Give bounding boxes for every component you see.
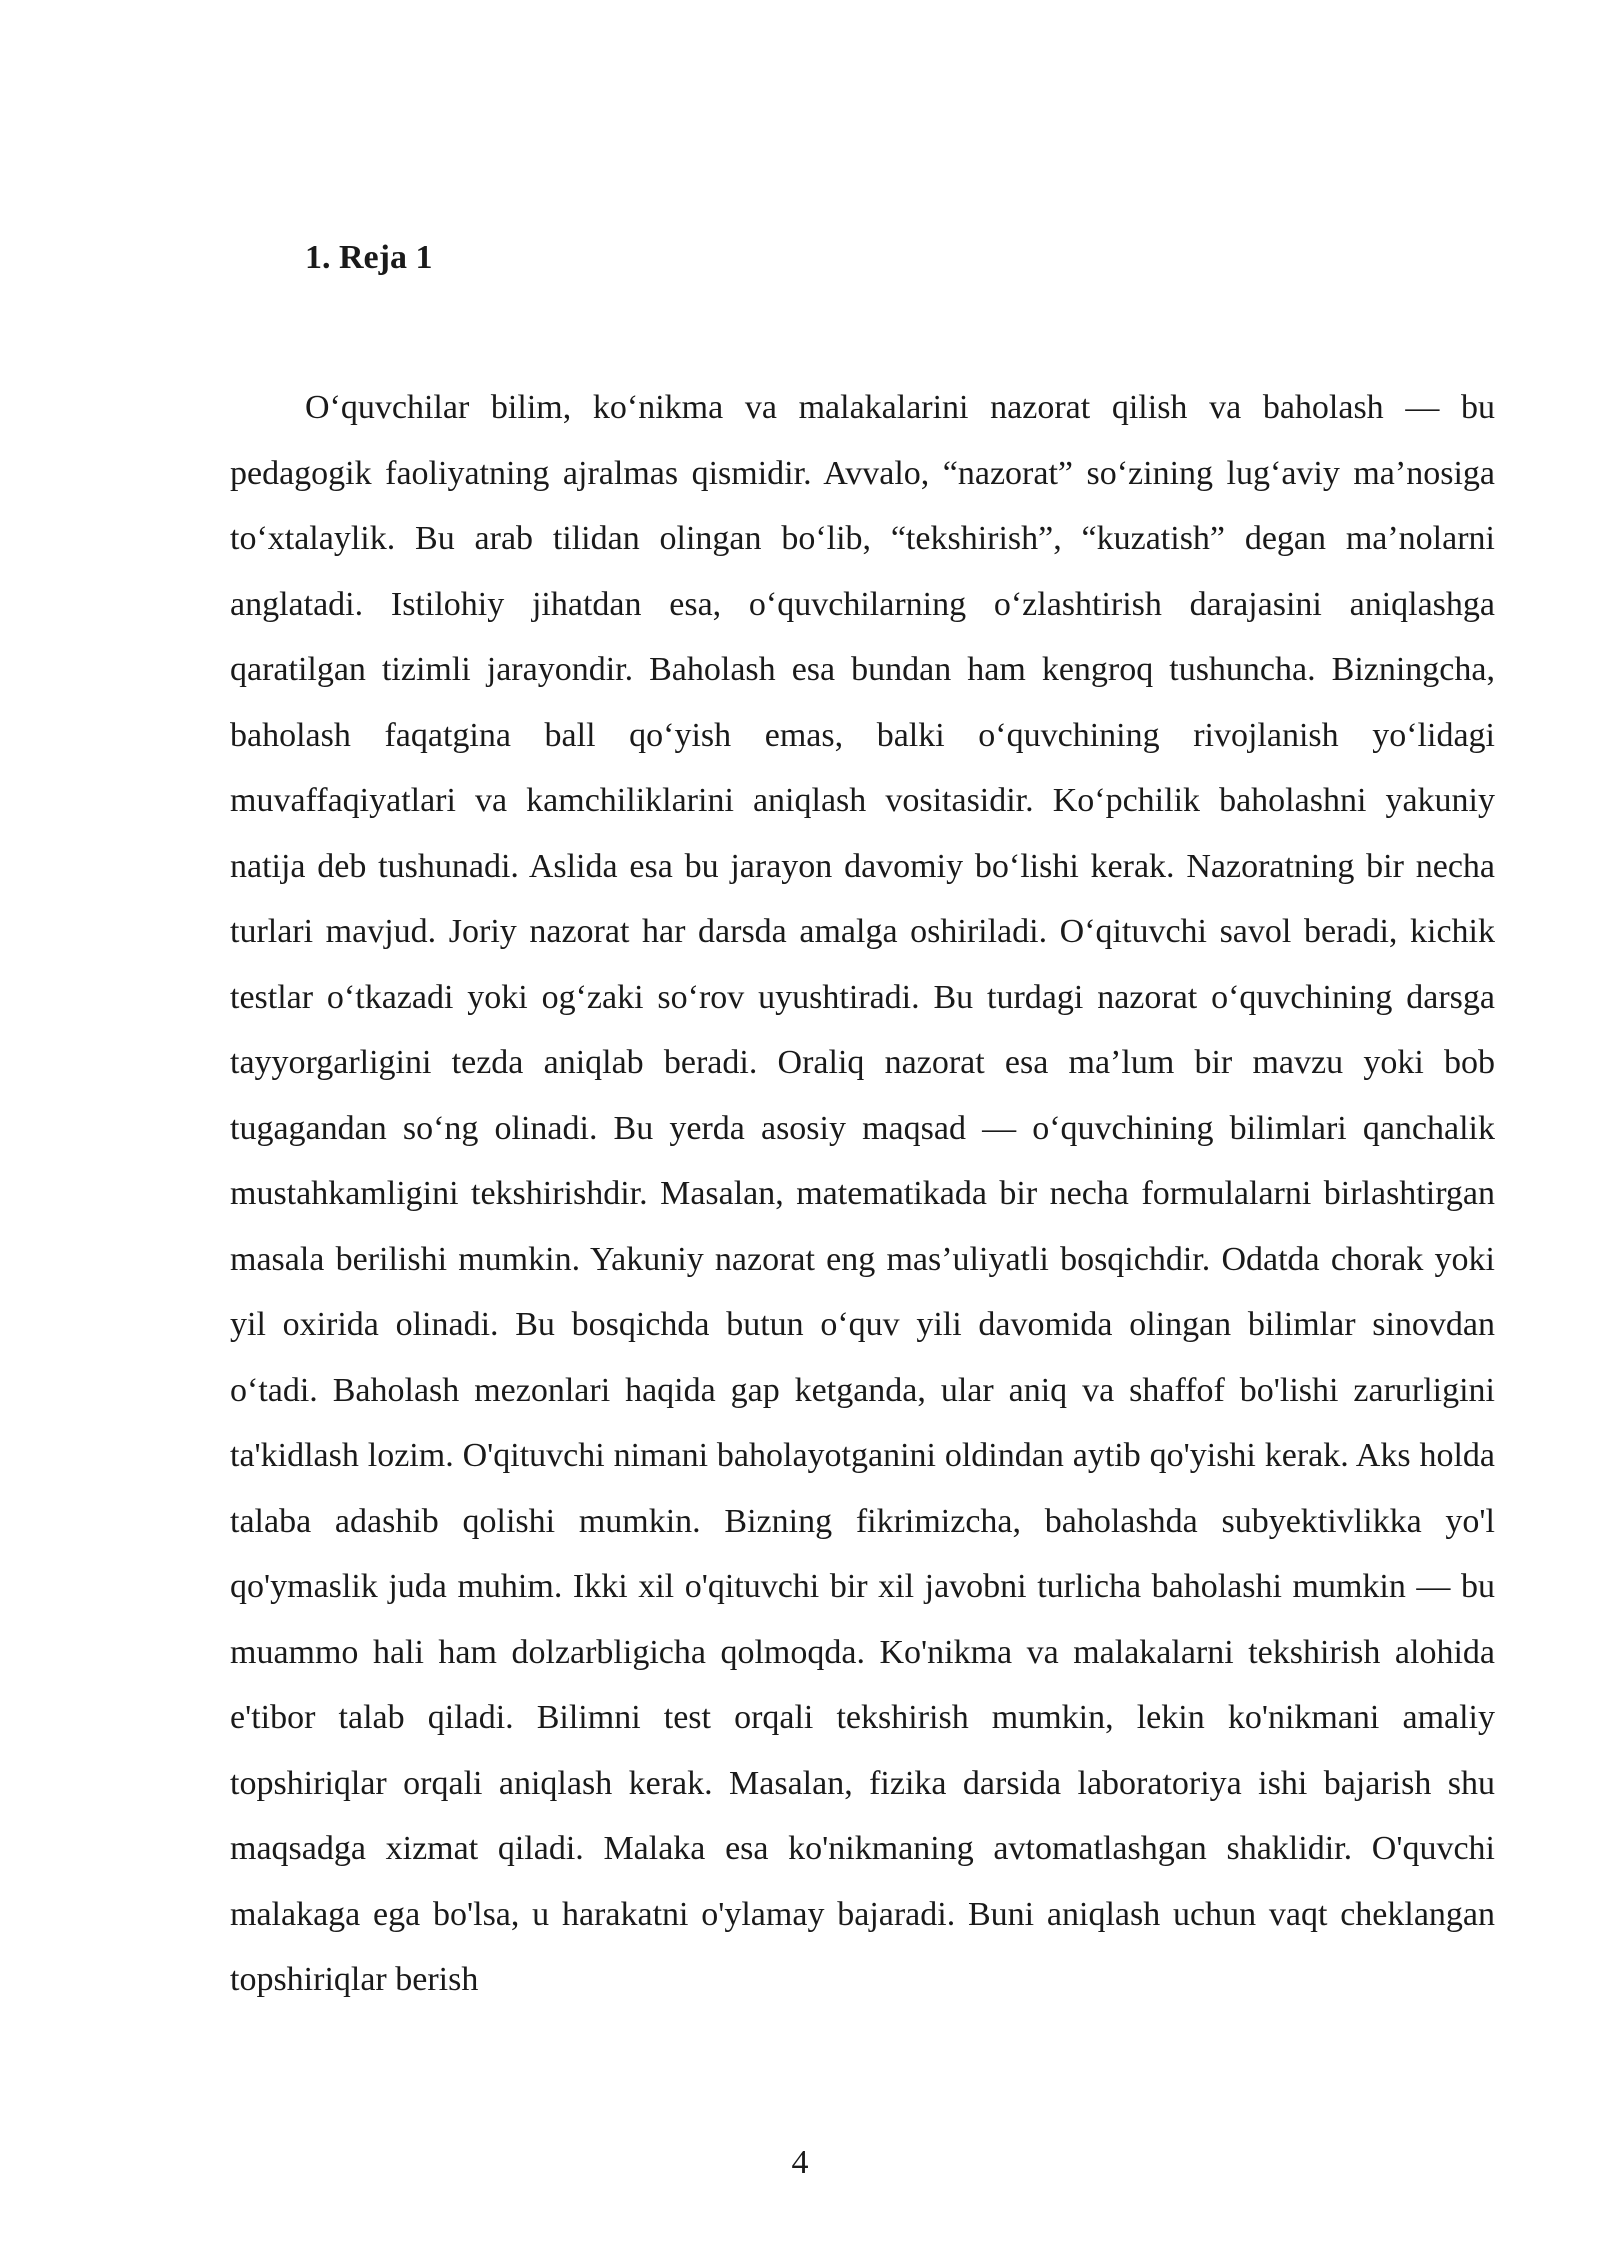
section-heading: 1. Reja 1 (305, 239, 433, 276)
body-paragraph: O‘quvchilar bilim, ko‘nikma va malakalarini nazorat qilish va baholash — bu pedagogik faoliyatning ajralmas qismidir. Avvalo, “nazorat” so‘zining lug‘aviy ma’nosiga to‘xtalaylik. Bu arab tilidan olingan bo‘lib, “tekshirish”, “kuzatish” degan ma’nolarni anglatadi. Istilohiy jihatdan esa, o‘quvchilarning o‘zlashtirish darajasini aniqlashga qaratilgan tizimli jarayondir. Baholash esa bundan ham kengroq tushuncha. Bizningcha, baholash faqatgina ball qo‘yish emas, balki o‘quvchining rivojlanish yo‘lidagi muvaffaqiyatlari va kamchiliklarini aniqlash vositasidir. Ko‘pchilik baholashni yakuniy natija deb tushunadi. Aslida esa bu jarayon davomiy bo‘lishi kerak. Nazoratning bir necha turlari mavjud. Joriy nazorat har darsda amalga oshiriladi. O‘qituvchi savol beradi, kichik testlar o‘tkazadi yoki og‘zaki so‘rov uyushtiradi. Bu turdagi nazorat o‘quvchining darsga tayyorgarligini tezda aniqlab beradi. Oraliq nazorat esa ma’lum bir mavzu yoki bob tugagandan so‘ng olinadi. Bu yerda asosiy maqsad — o‘quvchining bilimlari qanchalik mustahkamligini tekshirishdir. Masalan, matematikada bir necha formulalarni birlashtirgan masala berilishi mumkin. Yakuniy nazorat eng mas’uliyatli bosqichdir. Odatda chorak yoki yil oxirida olinadi. Bu bosqichda butun o‘quv yili davomida olingan bilimlar sinovdan o‘tadi. Baholash mezonlari haqida gap ketganda, ular aniq va shaffof bo'lishi zarurligini ta'kidlash lozim. O'qituvchi nimani baholayotganini oldindan aytib qo'yishi kerak. Aks holda talaba adashib qolishi mumkin. Bizning fikrimizcha, baholashda subyektivlikka yo'l qo'ymaslik juda muhim. Ikki xil o'qituvchi bir xil javobni turlicha baholashi mumkin — bu muammo hali ham dolzarbligicha qolmoqda. Ko'nikma va malakalarni tekshirish alohida e'tibor talab qiladi. Bilimni test orqali tekshirish mumkin, lekin ko'nikmani amaliy topshiriqlar orqali aniqlash kerak. Masalan, fizika darsida laboratoriya ishi bajarish shu maqsadga xizmat qiladi. Malaka esa ko'nikmaning avtomatlashgan shaklidir. O'quvchi malakaga ega bo'lsa, u harakatni o'ylamay bajaradi. Buni aniqlash uchun vaqt cheklangan topshiriqlar berish (230, 389, 1495, 1998)
page-number: 4 (791, 2144, 809, 2181)
